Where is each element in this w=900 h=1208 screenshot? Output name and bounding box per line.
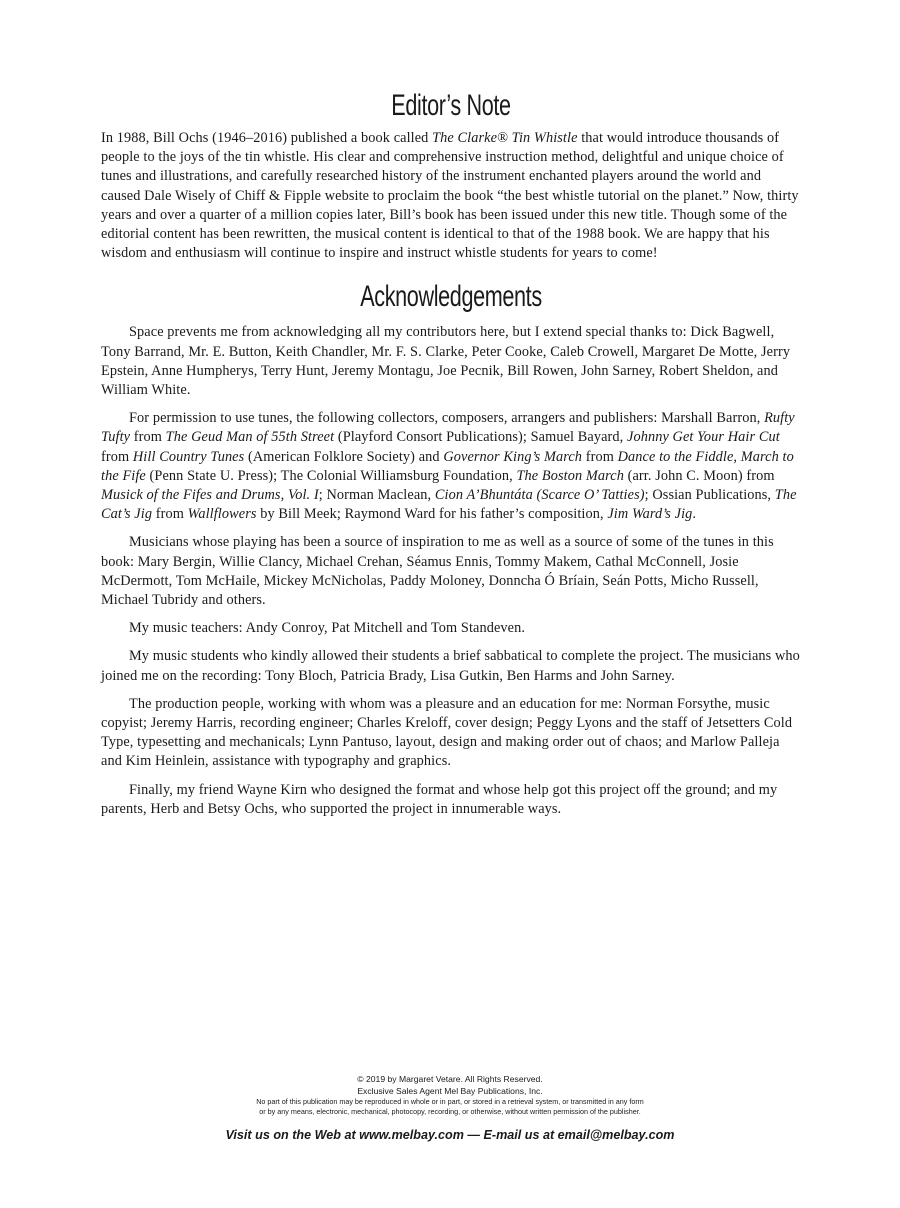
- acknowledgement-paragraph: [101, 647, 801, 685]
- acknowledgements-body: [101, 323, 801, 819]
- italic-title-run: The Geud Man of 55th Street: [165, 429, 335, 446]
- text-run: The production people, working with whom was a pleasure and an education for me: Norman Forsythe, music copyist; Jeremy Harris, recording engineer; Charles Kreloff, cover design; Peggy Lyons and the staff of Jetsetters Cold Type, typesetting and mechanicals; Lynn Pantuso, layout, design and making order out of chaos; and Marlow Palleja and Kim Heinlein, assistance with typography and graphics.: [101, 695, 793, 770]
- text-run: .: [692, 506, 697, 523]
- text-run: by Bill Meek; Raymond Ward for his father’s composition,: [256, 506, 608, 523]
- italic-title-run: The Boston March: [516, 467, 624, 484]
- text-run: from: [152, 506, 188, 523]
- copyright-line: © 2019 by Margaret Vetare. All Rights Reserved.: [357, 1074, 543, 1084]
- acknowledgement-paragraph: [101, 695, 801, 772]
- text-run: In 1988, Bill Ochs (1946–2016) published a book called: [101, 130, 433, 146]
- text-run: from: [101, 448, 133, 465]
- italic-title-run: Rufty Tufty: [101, 410, 795, 446]
- italic-title-run: Jim Ward’s Jig: [607, 506, 693, 523]
- italic-title-run: Cion A’Bhuntáta (Scarce O’ Tatties): [434, 487, 645, 504]
- text-run: that would introduce thousands of people to the joys of the tin whistle. His clear and comprehensive instruction method, delightful and unique choice of tunes and illustrations, and carefully researched history of the instrument enchanted players around the world and caused Dale Wisely of Chiff & Fipple website to proclaim the book “the best whistle tutorial on the planet.” Now, thirty years and over a quarter of a million copies later, Bill’s book has been issued under this new title. Though some of the editorial content has been rewritten, the musical content is identical to that of the 1988 book. We are happy that his wisdom and enthusiasm will continue to inspire and instruct whistle students for years to come!: [101, 130, 799, 262]
- italic-title-run: Musick of the Fifes and Drums, Vol. I: [101, 487, 319, 504]
- text-run: Finally, my friend Wayne Kirn who designed the format and whose help got this project off the ground; and my parents, Herb and Betsy Ochs, who supported the project in innumerable ways.: [101, 781, 778, 817]
- text-run: (American Folklore Society) and: [244, 448, 444, 465]
- italic-title-run: The Cat’s Jig: [101, 487, 797, 523]
- text-run: ; Ossian Publications,: [644, 487, 775, 504]
- text-run: My music teachers: Andy Conroy, Pat Mitchell and Tom Standeven.: [129, 620, 526, 637]
- rights-notice-line-2: or by any means, electronic, mechanical, photocopy, recording, or otherwise, without written permission of the publisher.: [259, 1106, 641, 1116]
- text-run: Space prevents me from acknowledging all my contributors here, but I extend special thanks to: Dick Bagwell, Tony Barrand, Mr. E. Button, Keith Chandler, Mr. F. S. Clarke, Peter Cooke, Caleb Crowell, Margaret De Motte, Jerry Epstein, Anne Humpherys, Terry Hunt, Jeremy Montagu, Joe Pecnik, Bill Rowen, John Sarney, Robert Sheldon, and William White.: [101, 324, 791, 399]
- acknowledgement-paragraph: [101, 409, 801, 524]
- text-run: (arr. John C. Moon) from: [623, 467, 775, 484]
- text-run: ; Norman Maclean,: [318, 487, 435, 504]
- italic-title-run: Hill Country Tunes: [132, 448, 245, 465]
- acknowledgement-paragraph: [101, 619, 801, 638]
- italic-title-run: Governor King’s March: [443, 448, 583, 465]
- editors-note-paragraph: [101, 129, 801, 263]
- italic-title-run: The Clarke® Tin Whistle: [432, 130, 578, 146]
- text-run: My music students who kindly allowed their students a brief sabbatical to complete the project. The musicians who joined me on the recording: Tony Bloch, Patricia Brady, Lisa Gutkin, Ben Harms and John Sarney.: [101, 648, 800, 684]
- acknowledgements-title: Acknowledgements: [360, 280, 542, 314]
- acknowledgement-paragraph: [101, 323, 801, 400]
- text-run: from: [582, 448, 618, 465]
- text-run: from: [130, 429, 166, 446]
- text-run: (Playford Consort Publications); Samuel Bayard,: [334, 429, 627, 446]
- italic-title-run: Wallflowers: [187, 506, 257, 523]
- sales-agent-line: Exclusive Sales Agent Mel Bay Publications, Inc.: [357, 1085, 543, 1096]
- text-run: Musicians whose playing has been a source of inspiration to me as well as a source of some of the tunes in this book: Mary Bergin, Willie Clancy, Michael Crehan, Séamus Ennis, Tommy Makem, Cathal McConnell, Josie McDermott, Tom McHaile, Mickey McNicholas, Paddy Moloney, Donncha Ó Bríain, Seán Potts, Micho Russell, Michael Tubridy and others.: [101, 534, 774, 609]
- italic-title-run: Dance to the Fiddle, March to the Fife: [101, 448, 794, 484]
- web-contact-line: Visit us on the Web at www.melbay.com — E-mail us at email@melbay.com: [225, 1128, 675, 1143]
- text-run: For permission to use tunes, the following collectors, composers, arrangers and publishers: Marshall Barron,: [129, 410, 765, 427]
- acknowledgement-paragraph: [101, 533, 801, 610]
- rights-notice-line-1: No part of this publication may be reproduced in whole or in part, or stored in a retrieval system, or transmitted in any form: [256, 1097, 644, 1106]
- italic-title-run: Johnny Get Your Hair Cut: [627, 429, 780, 446]
- editors-note-title: Editor’s Note: [391, 89, 511, 122]
- acknowledgement-paragraph: [101, 781, 801, 819]
- footer: [0, 1074, 900, 1142]
- content: [101, 86, 801, 828]
- text-run: (Penn State U. Press); The Colonial Williamsburg Foundation,: [145, 467, 517, 484]
